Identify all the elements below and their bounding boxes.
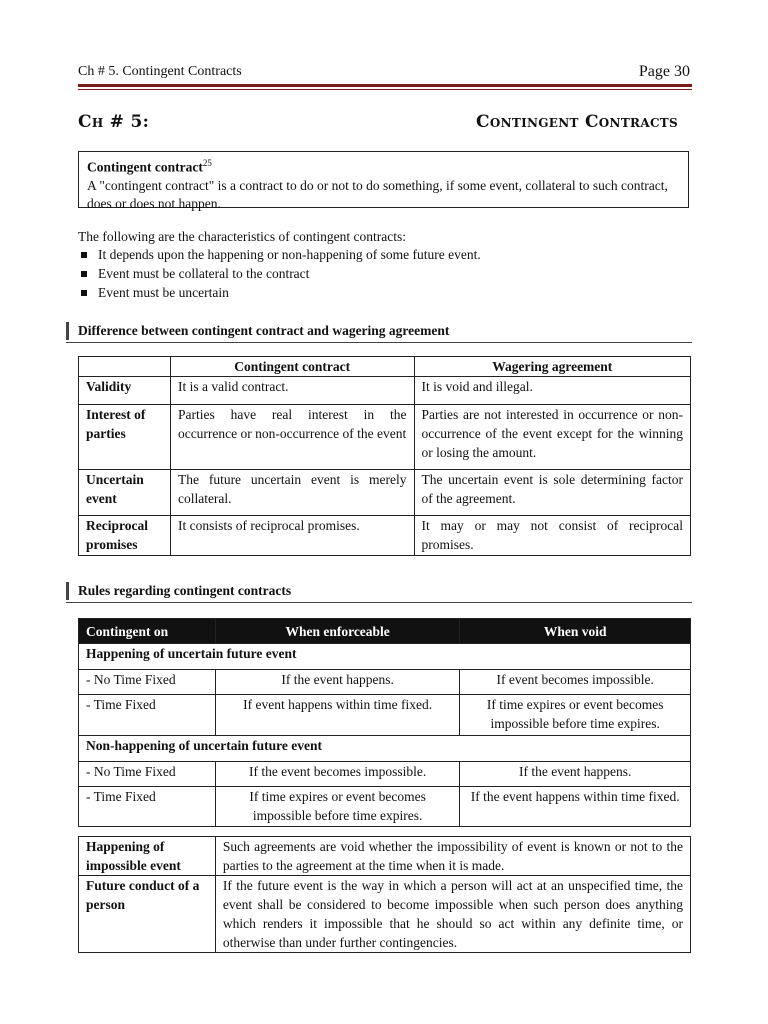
table-header-row (79, 357, 691, 377)
list-item: Event must be collateral to the contract (78, 264, 481, 283)
section-heading-rules: Rules regarding contingent contracts (66, 582, 692, 603)
section-bar (66, 322, 69, 340)
table-cell: Parties have real interest in the occurrence or non-occurrence of the event (170, 405, 414, 470)
list-item: It depends upon the happening or non-happening of some future event. (78, 245, 481, 264)
table-cell: If event becomes impossible. (460, 670, 691, 695)
row-label: - Time Fixed (79, 695, 216, 736)
table-cell: If time expires or event becomes impossible before time expires. (460, 695, 691, 736)
characteristics-intro: The following are the characteristics of contingent contracts: (78, 229, 406, 244)
table-row (79, 405, 691, 470)
table-cell: If the event happens. (215, 670, 460, 695)
characteristics-list (78, 245, 481, 302)
table-cell: It is a valid contract. (170, 377, 414, 405)
table-row (79, 837, 691, 876)
table-cell: If event happens within time fixed. (215, 695, 460, 736)
header-page-number: Page 30 (638, 63, 690, 80)
table-row (79, 695, 691, 736)
table-cell: It consists of reciprocal promises. (170, 516, 414, 556)
table-cell: It is void and illegal. (414, 377, 690, 405)
bullet-icon (81, 271, 87, 277)
row-label: Happening of impossible event (79, 837, 216, 876)
header-rule-thin (78, 89, 692, 90)
header-rule-thick (78, 84, 692, 87)
row-label: - No Time Fixed (79, 670, 216, 695)
table-cell: If the future event is the way in which a person will act at an unspecified time, the event shall be considered to become impossible when such person does anything which renders it impossible that he should so act within any definite time, or otherwise than under further contingencies. (215, 876, 690, 953)
column-header: When enforceable (215, 619, 460, 644)
section-heading-difference: Difference between contingent contract and wagering agreement (66, 322, 692, 343)
chapter-number: Ch # 5: (78, 112, 150, 132)
row-label: Future conduct of a person (79, 876, 216, 953)
table-row (79, 516, 691, 556)
table-cell: If the event happens within time fixed. (460, 787, 691, 827)
header-chapter: Ch # 5. Contingent Contracts (78, 64, 242, 79)
list-item: Event must be uncertain (78, 283, 481, 302)
definition-text: A "contingent contract" is a contract to do or not to do something, if some event, collateral to such contract, does or does not happen. (87, 177, 668, 211)
table-row (79, 762, 691, 787)
footnote-ref: 25 (202, 158, 212, 168)
column-header: When void (460, 619, 691, 644)
bullet-icon (81, 290, 87, 296)
column-header (79, 357, 171, 377)
table-header-row (79, 619, 691, 644)
bullet-icon (81, 252, 87, 258)
row-label: Uncertain event (79, 470, 171, 516)
group-row (79, 644, 691, 670)
table-row (79, 377, 691, 405)
group-row (79, 736, 691, 762)
table-row (79, 670, 691, 695)
column-header: Contingent contract (170, 357, 414, 377)
group-heading: Happening of uncertain future event (79, 644, 691, 670)
row-label: Validity (79, 377, 171, 405)
running-header (78, 64, 690, 82)
table-cell: The future uncertain event is merely collateral. (170, 470, 414, 516)
row-label: Interest of parties (79, 405, 171, 470)
rules-table (78, 618, 691, 827)
definition-heading: Contingent contract (87, 159, 203, 175)
row-label: - No Time Fixed (79, 762, 216, 787)
table-cell: If the event happens. (460, 762, 691, 787)
chapter-name: Contingent Contracts (476, 112, 678, 132)
table-cell: Parties are not interested in occurrence or non-occurrence of the event except for the winning or losing the amount. (414, 405, 690, 470)
difference-table (78, 356, 691, 556)
table-cell: If the event becomes impossible. (215, 762, 460, 787)
row-label: - Time Fixed (79, 787, 216, 827)
table-cell: If time expires or event becomes impossible before time expires. (215, 787, 460, 827)
definition-box (78, 151, 689, 211)
special-rules-table (78, 836, 691, 953)
table-cell: It may or may not consist of reciprocal promises. (414, 516, 690, 556)
section-bar (66, 582, 69, 600)
column-header: Wagering agreement (414, 357, 690, 377)
column-header: Contingent on (79, 619, 216, 644)
table-cell: The uncertain event is sole determining factor of the agreement. (414, 470, 690, 516)
table-row (79, 876, 691, 953)
group-heading: Non-happening of uncertain future event (79, 736, 691, 762)
table-row (79, 470, 691, 516)
table-cell: Such agreements are void whether the impossibility of event is known or not to the parties to the agreement at the time when it is made. (215, 837, 690, 876)
row-label: Reciprocal promises (79, 516, 171, 556)
table-row (79, 787, 691, 827)
